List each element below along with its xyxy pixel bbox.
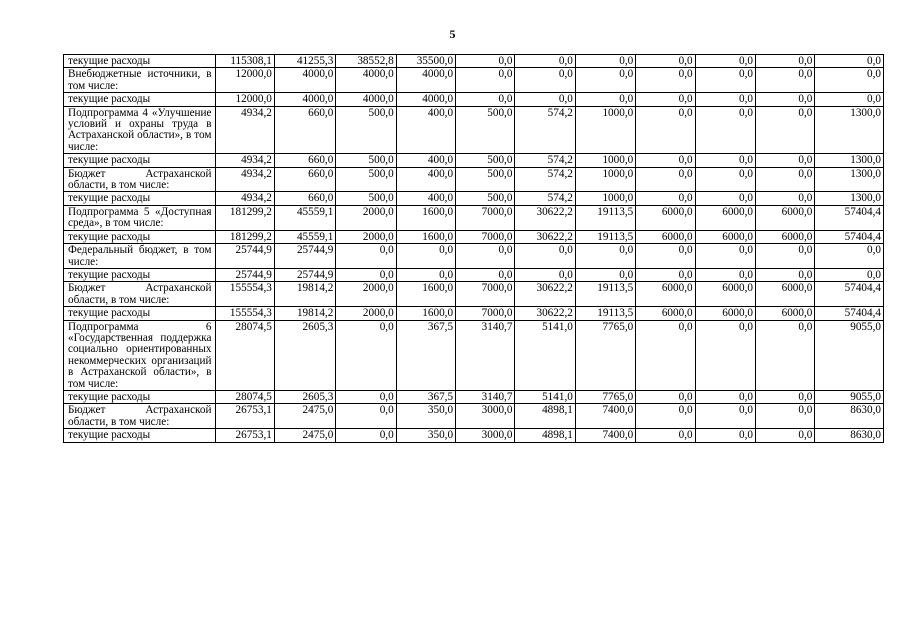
value-cell: 25744,9 bbox=[215, 244, 274, 269]
value-cell: 0,0 bbox=[636, 390, 695, 403]
value-cell: 0,0 bbox=[636, 192, 695, 205]
value-cell: 0,0 bbox=[515, 68, 575, 93]
value-cell: 181299,2 bbox=[215, 230, 274, 243]
value-cell: 6000,0 bbox=[695, 307, 755, 320]
value-cell: 0,0 bbox=[336, 390, 396, 403]
value-cell: 1300,0 bbox=[815, 154, 884, 167]
table-row bbox=[64, 106, 884, 154]
value-cell: 3000,0 bbox=[456, 404, 515, 429]
value-cell: 0,0 bbox=[515, 55, 575, 68]
value-cell: 0,0 bbox=[636, 167, 695, 192]
value-cell: 0,0 bbox=[695, 320, 755, 390]
page-number: 5 bbox=[449, 27, 456, 41]
row-label: Внебюджетные источники, в том числе: bbox=[64, 68, 216, 93]
value-cell: 0,0 bbox=[636, 55, 695, 68]
row-label: текущие расходы bbox=[64, 230, 216, 243]
row-label: Федеральный бюджет, в том числе: bbox=[64, 244, 216, 269]
value-cell: 660,0 bbox=[274, 167, 335, 192]
value-cell: 7000,0 bbox=[456, 282, 515, 307]
value-cell: 0,0 bbox=[636, 93, 695, 106]
value-cell: 0,0 bbox=[456, 268, 515, 281]
value-cell: 30622,2 bbox=[515, 230, 575, 243]
value-cell: 1600,0 bbox=[396, 307, 455, 320]
value-cell: 4934,2 bbox=[215, 167, 274, 192]
value-cell: 1000,0 bbox=[575, 167, 635, 192]
value-cell: 0,0 bbox=[396, 244, 455, 269]
row-label: текущие расходы bbox=[64, 55, 216, 68]
row-label: текущие расходы bbox=[64, 390, 216, 403]
value-cell: 0,0 bbox=[336, 429, 396, 442]
value-cell: 0,0 bbox=[336, 320, 396, 390]
value-cell: 500,0 bbox=[336, 106, 396, 154]
value-cell: 0,0 bbox=[695, 390, 755, 403]
table-row bbox=[64, 404, 884, 429]
value-cell: 0,0 bbox=[815, 93, 884, 106]
value-cell: 7765,0 bbox=[575, 320, 635, 390]
row-label: Бюджет Астраханской области, в том числе: bbox=[64, 404, 216, 429]
value-cell: 0,0 bbox=[695, 429, 755, 442]
value-cell: 500,0 bbox=[336, 192, 396, 205]
table-row bbox=[64, 429, 884, 442]
value-cell: 19814,2 bbox=[274, 282, 335, 307]
value-cell: 0,0 bbox=[336, 244, 396, 269]
value-cell: 574,2 bbox=[515, 192, 575, 205]
value-cell: 0,0 bbox=[456, 244, 515, 269]
value-cell: 2605,3 bbox=[274, 320, 335, 390]
value-cell: 0,0 bbox=[755, 390, 814, 403]
value-cell: 0,0 bbox=[336, 404, 396, 429]
value-cell: 57404,4 bbox=[815, 205, 884, 230]
value-cell: 4000,0 bbox=[336, 68, 396, 93]
row-label: Подпрограмма 5 «Доступная среда», в том числе: bbox=[64, 205, 216, 230]
table-row bbox=[64, 93, 884, 106]
value-cell: 350,0 bbox=[396, 404, 455, 429]
value-cell: 0,0 bbox=[815, 68, 884, 93]
value-cell: 7765,0 bbox=[575, 390, 635, 403]
value-cell: 4934,2 bbox=[215, 106, 274, 154]
value-cell: 57404,4 bbox=[815, 282, 884, 307]
value-cell: 2475,0 bbox=[274, 404, 335, 429]
value-cell: 660,0 bbox=[274, 154, 335, 167]
value-cell: 1000,0 bbox=[575, 154, 635, 167]
value-cell: 660,0 bbox=[274, 192, 335, 205]
value-cell: 4000,0 bbox=[274, 93, 335, 106]
value-cell: 6000,0 bbox=[695, 205, 755, 230]
table-row bbox=[64, 244, 884, 269]
value-cell: 0,0 bbox=[755, 93, 814, 106]
value-cell: 26753,1 bbox=[215, 404, 274, 429]
value-cell: 9055,0 bbox=[815, 390, 884, 403]
value-cell: 12000,0 bbox=[215, 93, 274, 106]
value-cell: 1600,0 bbox=[396, 230, 455, 243]
value-cell: 400,0 bbox=[396, 192, 455, 205]
value-cell: 1000,0 bbox=[575, 106, 635, 154]
value-cell: 1600,0 bbox=[396, 282, 455, 307]
value-cell: 1300,0 bbox=[815, 106, 884, 154]
value-cell: 0,0 bbox=[575, 244, 635, 269]
value-cell: 45559,1 bbox=[274, 230, 335, 243]
value-cell: 2000,0 bbox=[336, 205, 396, 230]
row-label: Подпрограмма 4 «Улучшение условий и охраны труда в Астраханской области», в том числе: bbox=[64, 106, 216, 154]
value-cell: 3140,7 bbox=[456, 320, 515, 390]
value-cell: 1600,0 bbox=[396, 205, 455, 230]
row-label: текущие расходы bbox=[64, 429, 216, 442]
value-cell: 0,0 bbox=[815, 244, 884, 269]
value-cell: 8630,0 bbox=[815, 429, 884, 442]
value-cell: 9055,0 bbox=[815, 320, 884, 390]
value-cell: 0,0 bbox=[515, 244, 575, 269]
value-cell: 0,0 bbox=[456, 55, 515, 68]
value-cell: 0,0 bbox=[636, 320, 695, 390]
value-cell: 574,2 bbox=[515, 154, 575, 167]
table-row bbox=[64, 205, 884, 230]
row-label: текущие расходы bbox=[64, 307, 216, 320]
value-cell: 0,0 bbox=[636, 68, 695, 93]
value-cell: 6000,0 bbox=[695, 230, 755, 243]
value-cell: 30622,2 bbox=[515, 282, 575, 307]
value-cell: 0,0 bbox=[695, 404, 755, 429]
value-cell: 4000,0 bbox=[274, 68, 335, 93]
value-cell: 400,0 bbox=[396, 167, 455, 192]
value-cell: 0,0 bbox=[515, 268, 575, 281]
value-cell: 0,0 bbox=[695, 68, 755, 93]
value-cell: 350,0 bbox=[396, 429, 455, 442]
row-label: текущие расходы bbox=[64, 192, 216, 205]
value-cell: 26753,1 bbox=[215, 429, 274, 442]
value-cell: 500,0 bbox=[456, 192, 515, 205]
value-cell: 28074,5 bbox=[215, 320, 274, 390]
budget-table bbox=[63, 54, 884, 443]
value-cell: 0,0 bbox=[575, 93, 635, 106]
value-cell: 155554,3 bbox=[215, 307, 274, 320]
value-cell: 0,0 bbox=[815, 55, 884, 68]
value-cell: 7000,0 bbox=[456, 230, 515, 243]
value-cell: 2475,0 bbox=[274, 429, 335, 442]
table-body bbox=[64, 55, 884, 443]
value-cell: 4000,0 bbox=[396, 93, 455, 106]
value-cell: 8630,0 bbox=[815, 404, 884, 429]
value-cell: 4934,2 bbox=[215, 154, 274, 167]
row-label: Подпрограмма 6 «Государственная поддержка социально ориентированных некоммерческих организаций в Астраханской области», в том числе: bbox=[64, 320, 216, 390]
value-cell: 7000,0 bbox=[456, 205, 515, 230]
value-cell: 0,0 bbox=[396, 268, 455, 281]
value-cell: 0,0 bbox=[636, 154, 695, 167]
value-cell: 0,0 bbox=[755, 106, 814, 154]
value-cell: 0,0 bbox=[695, 244, 755, 269]
value-cell: 19113,5 bbox=[575, 307, 635, 320]
value-cell: 0,0 bbox=[636, 244, 695, 269]
value-cell: 4934,2 bbox=[215, 192, 274, 205]
value-cell: 28074,5 bbox=[215, 390, 274, 403]
value-cell: 5141,0 bbox=[515, 320, 575, 390]
value-cell: 0,0 bbox=[695, 268, 755, 281]
value-cell: 41255,3 bbox=[274, 55, 335, 68]
value-cell: 19113,5 bbox=[575, 282, 635, 307]
value-cell: 2605,3 bbox=[274, 390, 335, 403]
value-cell: 0,0 bbox=[755, 55, 814, 68]
value-cell: 3140,7 bbox=[456, 390, 515, 403]
value-cell: 25744,9 bbox=[274, 244, 335, 269]
value-cell: 2000,0 bbox=[336, 282, 396, 307]
value-cell: 1300,0 bbox=[815, 192, 884, 205]
table-row bbox=[64, 154, 884, 167]
value-cell: 6000,0 bbox=[636, 205, 695, 230]
value-cell: 660,0 bbox=[274, 106, 335, 154]
value-cell: 6000,0 bbox=[755, 230, 814, 243]
value-cell: 0,0 bbox=[755, 167, 814, 192]
value-cell: 0,0 bbox=[755, 192, 814, 205]
value-cell: 57404,4 bbox=[815, 307, 884, 320]
value-cell: 115308,1 bbox=[215, 55, 274, 68]
value-cell: 400,0 bbox=[396, 154, 455, 167]
value-cell: 0,0 bbox=[755, 320, 814, 390]
row-label: текущие расходы bbox=[64, 268, 216, 281]
value-cell: 367,5 bbox=[396, 390, 455, 403]
value-cell: 0,0 bbox=[815, 268, 884, 281]
value-cell: 25744,9 bbox=[215, 268, 274, 281]
value-cell: 0,0 bbox=[636, 429, 695, 442]
value-cell: 4000,0 bbox=[336, 93, 396, 106]
value-cell: 0,0 bbox=[755, 68, 814, 93]
value-cell: 57404,4 bbox=[815, 230, 884, 243]
table-row bbox=[64, 68, 884, 93]
value-cell: 0,0 bbox=[636, 268, 695, 281]
table-row bbox=[64, 307, 884, 320]
value-cell: 6000,0 bbox=[636, 230, 695, 243]
value-cell: 0,0 bbox=[755, 154, 814, 167]
value-cell: 2000,0 bbox=[336, 307, 396, 320]
value-cell: 4898,1 bbox=[515, 429, 575, 442]
value-cell: 0,0 bbox=[695, 106, 755, 154]
value-cell: 500,0 bbox=[456, 106, 515, 154]
value-cell: 7400,0 bbox=[575, 404, 635, 429]
value-cell: 6000,0 bbox=[636, 307, 695, 320]
value-cell: 19113,5 bbox=[575, 205, 635, 230]
value-cell: 0,0 bbox=[636, 106, 695, 154]
value-cell: 4898,1 bbox=[515, 404, 575, 429]
value-cell: 7400,0 bbox=[575, 429, 635, 442]
value-cell: 38552,8 bbox=[336, 55, 396, 68]
value-cell: 0,0 bbox=[695, 167, 755, 192]
value-cell: 0,0 bbox=[456, 93, 515, 106]
value-cell: 0,0 bbox=[755, 268, 814, 281]
table-row bbox=[64, 230, 884, 243]
value-cell: 35500,0 bbox=[396, 55, 455, 68]
value-cell: 1000,0 bbox=[575, 192, 635, 205]
value-cell: 0,0 bbox=[755, 429, 814, 442]
value-cell: 6000,0 bbox=[755, 282, 814, 307]
value-cell: 6000,0 bbox=[755, 205, 814, 230]
value-cell: 7000,0 bbox=[456, 307, 515, 320]
value-cell: 25744,9 bbox=[274, 268, 335, 281]
value-cell: 45559,1 bbox=[274, 205, 335, 230]
value-cell: 500,0 bbox=[456, 167, 515, 192]
table-row bbox=[64, 167, 884, 192]
row-label: текущие расходы bbox=[64, 93, 216, 106]
value-cell: 0,0 bbox=[636, 404, 695, 429]
row-label: текущие расходы bbox=[64, 154, 216, 167]
table-row bbox=[64, 55, 884, 68]
table-row bbox=[64, 320, 884, 390]
table-row bbox=[64, 268, 884, 281]
value-cell: 500,0 bbox=[336, 167, 396, 192]
value-cell: 574,2 bbox=[515, 167, 575, 192]
value-cell: 19113,5 bbox=[575, 230, 635, 243]
value-cell: 1300,0 bbox=[815, 167, 884, 192]
value-cell: 400,0 bbox=[396, 106, 455, 154]
value-cell: 12000,0 bbox=[215, 68, 274, 93]
value-cell: 0,0 bbox=[695, 192, 755, 205]
table-row bbox=[64, 390, 884, 403]
value-cell: 3000,0 bbox=[456, 429, 515, 442]
row-label: Бюджет Астраханской области, в том числе: bbox=[64, 167, 216, 192]
value-cell: 0,0 bbox=[456, 68, 515, 93]
value-cell: 5141,0 bbox=[515, 390, 575, 403]
value-cell: 0,0 bbox=[575, 68, 635, 93]
value-cell: 30622,2 bbox=[515, 307, 575, 320]
value-cell: 0,0 bbox=[695, 154, 755, 167]
value-cell: 6000,0 bbox=[636, 282, 695, 307]
value-cell: 0,0 bbox=[755, 404, 814, 429]
value-cell: 0,0 bbox=[755, 244, 814, 269]
value-cell: 0,0 bbox=[575, 268, 635, 281]
value-cell: 6000,0 bbox=[695, 282, 755, 307]
value-cell: 367,5 bbox=[396, 320, 455, 390]
value-cell: 500,0 bbox=[456, 154, 515, 167]
value-cell: 181299,2 bbox=[215, 205, 274, 230]
value-cell: 0,0 bbox=[336, 268, 396, 281]
value-cell: 19814,2 bbox=[274, 307, 335, 320]
table-row bbox=[64, 192, 884, 205]
value-cell: 0,0 bbox=[695, 55, 755, 68]
row-label: Бюджет Астраханской области, в том числе: bbox=[64, 282, 216, 307]
value-cell: 155554,3 bbox=[215, 282, 274, 307]
value-cell: 0,0 bbox=[695, 93, 755, 106]
table-row bbox=[64, 282, 884, 307]
value-cell: 0,0 bbox=[515, 93, 575, 106]
value-cell: 4000,0 bbox=[396, 68, 455, 93]
value-cell: 30622,2 bbox=[515, 205, 575, 230]
value-cell: 6000,0 bbox=[755, 307, 814, 320]
value-cell: 574,2 bbox=[515, 106, 575, 154]
value-cell: 500,0 bbox=[336, 154, 396, 167]
value-cell: 0,0 bbox=[575, 55, 635, 68]
value-cell: 2000,0 bbox=[336, 230, 396, 243]
